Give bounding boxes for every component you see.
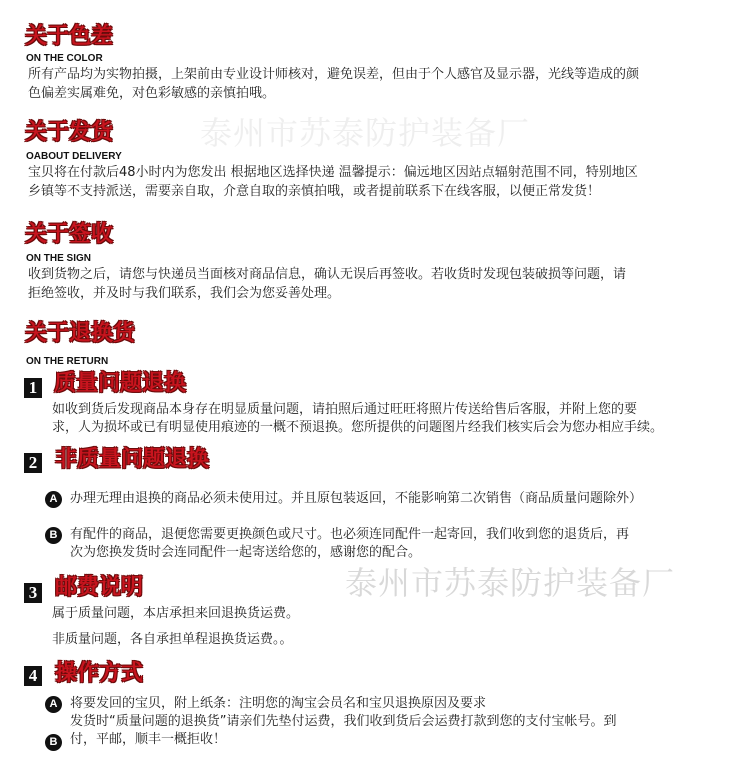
section-1-number: 1 xyxy=(24,378,42,398)
color-subtitle: ON THE COLOR xyxy=(26,53,103,64)
section-3-title: 邮费说明 xyxy=(55,575,144,600)
section-2-item-b-line-1: 有配件的商品，退便您需要更换颜色或尺寸。也必须连同配件一起寄回，我们收到您的退货后，再 xyxy=(70,527,630,542)
section-2-item-a: 办理无理由退换的商品必须未使用过。并且原包装返回，不能影响第二次销售（商品质量问题除外） xyxy=(70,491,643,506)
return-title: 关于退换货 xyxy=(25,321,136,346)
delivery-title: 关于发货 xyxy=(25,120,114,145)
item-a-marker: A xyxy=(45,491,62,508)
sign-line-2: 拒绝签收，并及时与我们联系，我们会为您妥善处理。 xyxy=(28,286,341,301)
delivery-line-1: 宝贝将在付款后48小时内为您发出 根据地区选择快递 温馨提示：偏远地区因站点辐射范围不同，特别地区 xyxy=(28,165,638,180)
item-b-marker: B xyxy=(45,734,62,751)
section-4-item-b-line-1: 发货时“质量问题的退换货”请亲们先垫付运费，我们收到货后会运费打款到您的支付宝帐号。到 xyxy=(70,714,617,729)
section-1-title: 质量问题退换 xyxy=(54,371,187,396)
section-3-line-2: 非质量问题，各自承担单程退换货运费。。 xyxy=(52,632,293,647)
section-1-line-2: 求，人为损坏或已有明显使用痕迹的一概不预退换。您所提供的问题图片经我们核实后会为您办相应手续。 xyxy=(52,420,664,435)
section-2-number: 2 xyxy=(24,453,42,473)
watermark: 泰州市苏泰防护装备厂 xyxy=(345,564,676,602)
item-a-marker: A xyxy=(45,696,62,713)
section-4-number: 4 xyxy=(24,666,42,686)
section-2-item-b-line-2: 次为您换发货时会连同配件一起寄送给您的，感谢您的配合。 xyxy=(70,545,422,560)
section-4-title: 操作方式 xyxy=(55,661,144,686)
color-title: 关于色差 xyxy=(25,24,114,49)
section-4-item-a: 将要发回的宝贝，附上纸条：注明您的淘宝会员名和宝贝退换原因及要求 xyxy=(70,696,487,711)
return-subtitle: ON THE RETURN xyxy=(26,356,109,367)
delivery-line-2: 乡镇等不支持派送，需要亲自取，介意自取的亲慎拍哦，或者提前联系下在线客服，以便正常发货！ xyxy=(28,184,601,199)
section-2-title: 非质量问题退换 xyxy=(55,447,210,472)
watermark-top: 泰州市苏泰防护装备厂 xyxy=(200,114,531,152)
section-4-item-b-line-2: 付，平邮，顺丰一概拒收！ xyxy=(70,732,227,747)
section-1-line-1: 如收到货后发现商品本身存在明显质量问题，请拍照后通过旺旺将照片传送给售后客服，并附上您的要 xyxy=(52,402,638,417)
sign-title: 关于签收 xyxy=(25,222,114,247)
item-b-marker: B xyxy=(45,527,62,544)
color-line-1: 所有产品均为实物拍摄，上架前由专业设计师核对，避免误差，但由于个人感官及显示器，光线等造成的颜 xyxy=(28,67,640,82)
section-3-number: 3 xyxy=(24,583,42,603)
color-line-2: 色偏差实属难免，对色彩敏感的亲慎拍哦。 xyxy=(28,86,276,101)
delivery-subtitle: OABOUT DELIVERY xyxy=(26,151,122,162)
sign-line-1: 收到货物之后，请您与快递员当面核对商品信息，确认无误后再签收。若收货时发现包装破损等问题，请 xyxy=(28,267,627,282)
sign-subtitle: ON THE SIGN xyxy=(26,253,92,264)
section-3-line-1: 属于质量问题，本店承担来回退换货运费。 xyxy=(52,606,300,621)
